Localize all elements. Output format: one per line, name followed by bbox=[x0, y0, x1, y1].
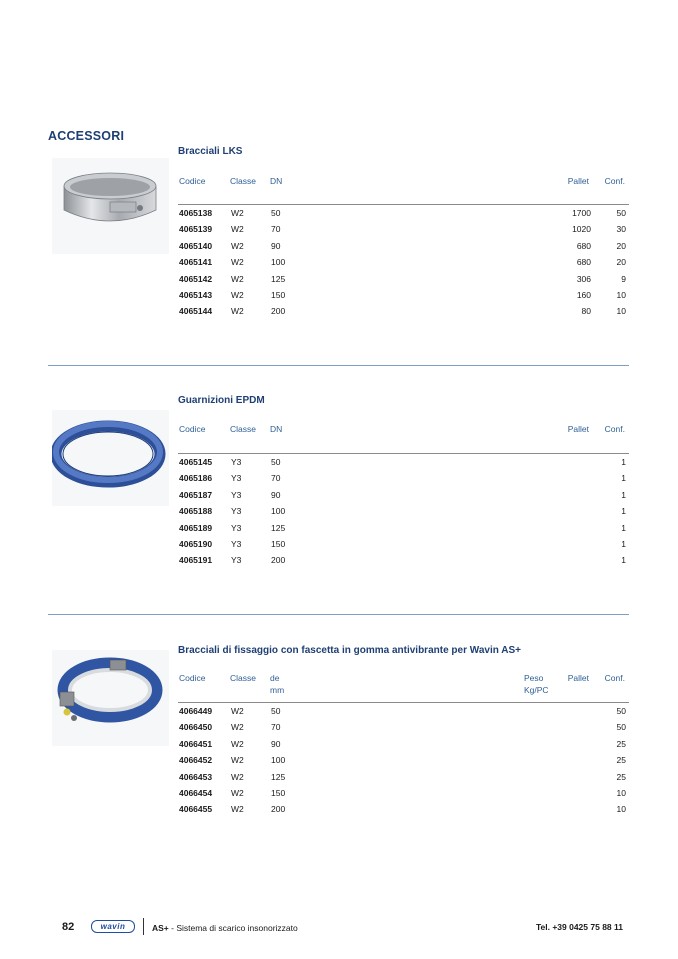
table-row bbox=[0, 539, 678, 555]
product-description: - Sistema di scarico insonorizzato bbox=[168, 923, 298, 933]
cell-conf: 1 bbox=[621, 538, 626, 549]
cell-classe: W2 bbox=[231, 257, 244, 268]
cell-classe: Y3 bbox=[231, 473, 242, 484]
cell-codice: 4066449 bbox=[179, 706, 213, 716]
cell-codice: 4066451 bbox=[179, 738, 213, 749]
header-codice: Codice bbox=[179, 176, 206, 186]
cell-dn: 90 bbox=[271, 240, 281, 251]
header-dn-unit: mm bbox=[270, 685, 285, 695]
header-dn: DN bbox=[270, 424, 283, 434]
table-row bbox=[0, 457, 678, 473]
cell-de: 150 bbox=[271, 787, 286, 798]
cell-codice: 4065138 bbox=[179, 208, 213, 218]
cell-de: 70 bbox=[271, 722, 281, 733]
page-number: 82 bbox=[62, 921, 75, 933]
cell-classe: Y3 bbox=[231, 538, 242, 549]
footer-divider bbox=[143, 918, 144, 935]
cell-conf: 1 bbox=[621, 473, 626, 484]
table-row bbox=[0, 706, 678, 722]
cell-codice: 4065186 bbox=[179, 473, 213, 484]
cell-codice: 4065187 bbox=[179, 489, 213, 500]
section-divider bbox=[48, 365, 629, 366]
cell-codice: 4065141 bbox=[179, 257, 213, 268]
cell-de: 50 bbox=[271, 706, 281, 716]
cell-dn: 50 bbox=[271, 457, 281, 467]
logo-text: wavin bbox=[100, 922, 126, 931]
header-divider bbox=[178, 702, 629, 703]
page-footer bbox=[0, 918, 678, 938]
product-name: AS+ bbox=[152, 923, 169, 933]
cell-conf: 1 bbox=[621, 489, 626, 500]
cell-dn: 100 bbox=[271, 257, 286, 268]
table-row bbox=[0, 208, 678, 224]
header-pallet: Pallet bbox=[567, 673, 589, 683]
cell-classe: W2 bbox=[231, 224, 244, 235]
header-peso: Peso bbox=[524, 673, 544, 683]
cell-classe: W2 bbox=[231, 208, 244, 218]
cell-conf: 1 bbox=[621, 522, 626, 533]
cell-conf: 25 bbox=[616, 771, 626, 782]
cell-codice: 4065188 bbox=[179, 506, 213, 517]
table-rows bbox=[0, 208, 678, 323]
header-pallet: Pallet bbox=[567, 176, 589, 186]
cell-conf: 25 bbox=[616, 755, 626, 766]
cell-classe: W2 bbox=[231, 738, 244, 749]
header-codice: Codice bbox=[179, 424, 206, 434]
table-row bbox=[0, 755, 678, 771]
cell-classe: W2 bbox=[231, 240, 244, 251]
table-row bbox=[0, 290, 678, 306]
header-classe: Classe bbox=[230, 424, 256, 434]
cell-classe: W2 bbox=[231, 755, 244, 766]
table-row bbox=[0, 523, 678, 539]
cell-codice: 4065190 bbox=[179, 538, 213, 549]
block-title: Bracciali LKS bbox=[178, 146, 243, 157]
header-dn: DN bbox=[270, 176, 283, 186]
cell-de: 200 bbox=[271, 804, 286, 815]
cell-conf: 1 bbox=[621, 555, 626, 566]
cell-conf: 1 bbox=[621, 457, 626, 467]
cell-de: 100 bbox=[271, 755, 286, 766]
cell-dn: 125 bbox=[271, 273, 286, 284]
header-codice: Codice bbox=[179, 673, 206, 683]
header-divider bbox=[178, 453, 629, 454]
cell-codice: 4065145 bbox=[179, 457, 213, 467]
cell-conf: 20 bbox=[616, 240, 626, 251]
header-divider bbox=[178, 204, 629, 205]
cell-codice: 4065189 bbox=[179, 522, 213, 533]
cell-conf: 10 bbox=[616, 804, 626, 815]
header-conf: Conf. bbox=[604, 673, 625, 683]
cell-dn: 125 bbox=[271, 522, 286, 533]
cell-classe: W2 bbox=[231, 787, 244, 798]
section-divider bbox=[48, 614, 629, 615]
cell-codice: 4066455 bbox=[179, 804, 213, 815]
cell-conf: 10 bbox=[616, 787, 626, 798]
section-title: ACCESSORI bbox=[48, 129, 125, 143]
header-pallet: Pallet bbox=[567, 424, 589, 434]
cell-classe: W2 bbox=[231, 306, 244, 317]
block-title: Guarnizioni EPDM bbox=[178, 395, 265, 406]
cell-conf: 50 bbox=[616, 706, 626, 716]
cell-dn: 200 bbox=[271, 555, 286, 566]
cell-de: 125 bbox=[271, 771, 286, 782]
table-row bbox=[0, 739, 678, 755]
cell-dn: 70 bbox=[271, 473, 281, 484]
cell-conf: 25 bbox=[616, 738, 626, 749]
cell-codice: 4066453 bbox=[179, 771, 213, 782]
table-row bbox=[0, 506, 678, 522]
table-row bbox=[0, 306, 678, 322]
cell-classe: W2 bbox=[231, 273, 244, 284]
cell-classe: W2 bbox=[231, 771, 244, 782]
cell-conf: 30 bbox=[616, 224, 626, 235]
header-classe: Classe bbox=[230, 673, 256, 683]
cell-codice: 4065191 bbox=[179, 555, 213, 566]
cell-conf: 9 bbox=[621, 273, 626, 284]
cell-classe: Y3 bbox=[231, 457, 242, 467]
header-conf: Conf. bbox=[604, 176, 625, 186]
table-row bbox=[0, 788, 678, 804]
table-row bbox=[0, 241, 678, 257]
cell-pallet: 80 bbox=[581, 306, 591, 317]
cell-pallet: 680 bbox=[576, 240, 591, 251]
table-row bbox=[0, 224, 678, 240]
header-dn: de bbox=[270, 673, 280, 683]
table-row bbox=[0, 804, 678, 820]
cell-de: 90 bbox=[271, 738, 281, 749]
cell-dn: 50 bbox=[271, 208, 281, 218]
table-row bbox=[0, 274, 678, 290]
wavin-logo bbox=[91, 920, 135, 933]
cell-pallet: 1020 bbox=[572, 224, 591, 235]
cell-classe: Y3 bbox=[231, 506, 242, 517]
table-row bbox=[0, 490, 678, 506]
cell-pallet: 1700 bbox=[572, 208, 591, 218]
cell-conf: 1 bbox=[621, 506, 626, 517]
footer-phone: Tel. +39 0425 75 88 11 bbox=[535, 922, 623, 932]
cell-codice: 4065143 bbox=[179, 289, 213, 300]
table-row bbox=[0, 772, 678, 788]
table-row bbox=[0, 722, 678, 738]
table-row bbox=[0, 555, 678, 571]
footer-product bbox=[152, 923, 298, 933]
cell-dn: 150 bbox=[271, 538, 286, 549]
cell-dn: 100 bbox=[271, 506, 286, 517]
cell-pallet: 160 bbox=[576, 289, 591, 300]
cell-dn: 150 bbox=[271, 289, 286, 300]
table-row bbox=[0, 473, 678, 489]
cell-pallet: 680 bbox=[576, 257, 591, 268]
cell-conf: 50 bbox=[616, 722, 626, 733]
cell-codice: 4065140 bbox=[179, 240, 213, 251]
cell-codice: 4065139 bbox=[179, 224, 213, 235]
cell-classe: W2 bbox=[231, 289, 244, 300]
table-rows bbox=[0, 706, 678, 821]
cell-classe: Y3 bbox=[231, 522, 242, 533]
table-rows bbox=[0, 457, 678, 572]
cell-conf: 10 bbox=[616, 306, 626, 317]
table-row bbox=[0, 257, 678, 273]
cell-conf: 10 bbox=[616, 289, 626, 300]
cell-conf: 20 bbox=[616, 257, 626, 268]
cell-codice: 4066450 bbox=[179, 722, 213, 733]
cell-codice: 4066452 bbox=[179, 755, 213, 766]
cell-conf: 50 bbox=[616, 208, 626, 218]
cell-classe: Y3 bbox=[231, 555, 242, 566]
cell-codice: 4065142 bbox=[179, 273, 213, 284]
cell-pallet: 306 bbox=[576, 273, 591, 284]
header-conf: Conf. bbox=[604, 424, 625, 434]
cell-classe: W2 bbox=[231, 706, 244, 716]
cell-classe: W2 bbox=[231, 804, 244, 815]
cell-classe: Y3 bbox=[231, 489, 242, 500]
cell-codice: 4066454 bbox=[179, 787, 213, 798]
cell-classe: W2 bbox=[231, 722, 244, 733]
block-title: Bracciali di fissaggio con fascetta in gomma antivibrante per Wavin AS+ bbox=[178, 645, 521, 656]
cell-dn: 70 bbox=[271, 224, 281, 235]
header-classe: Classe bbox=[230, 176, 256, 186]
cell-dn: 200 bbox=[271, 306, 286, 317]
cell-dn: 90 bbox=[271, 489, 281, 500]
header-peso-unit: Kg/PC bbox=[524, 685, 549, 695]
cell-codice: 4065144 bbox=[179, 306, 213, 317]
